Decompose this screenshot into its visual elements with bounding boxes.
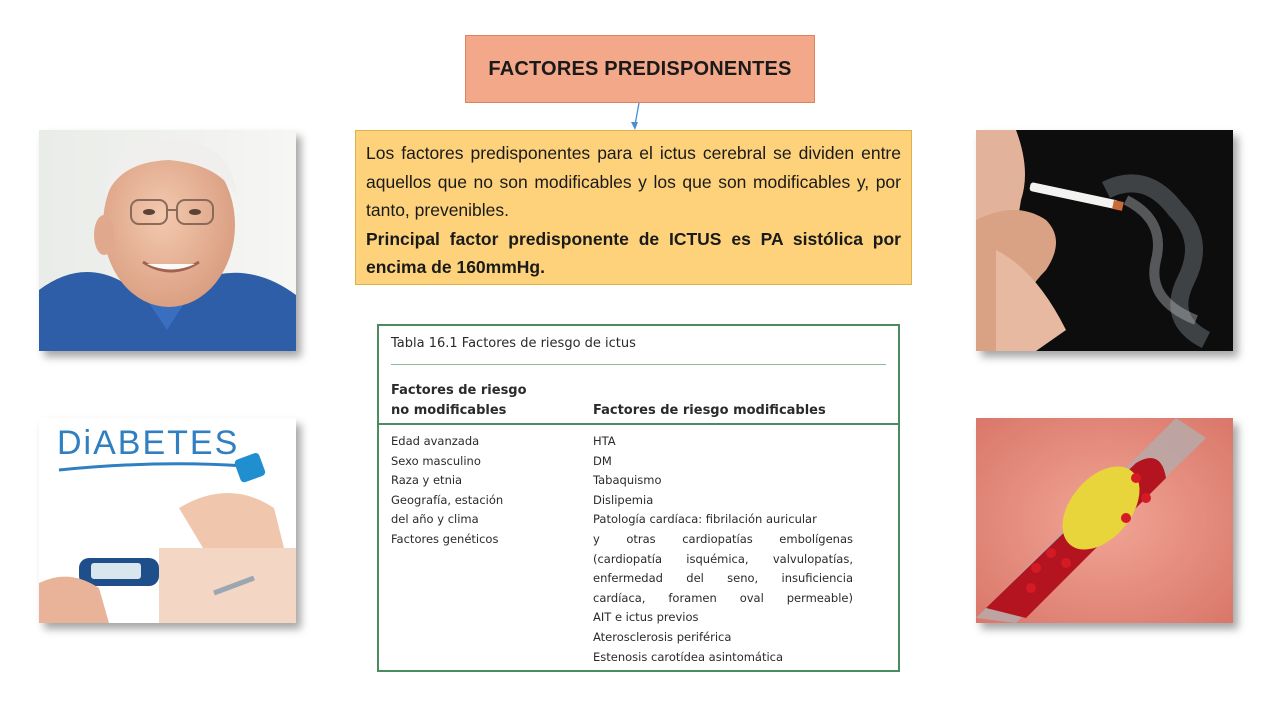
description-text: Los factores predisponentes para el ictus cerebral se dividen entre aquellos que no son modificables y los que son modificables y, por tanto, prevenibles. bbox=[366, 143, 901, 220]
list-item: Dislipemia bbox=[593, 492, 654, 507]
diabetes-text: DiABETES bbox=[57, 424, 240, 462]
table-header-modifiable: Factores de riesgo modificables bbox=[593, 403, 826, 418]
slide-title-box bbox=[465, 35, 815, 103]
list-item: cardíaca, foramen oval permeable) bbox=[593, 590, 853, 605]
list-item: Geografía, estación bbox=[391, 492, 504, 507]
header-line: Factores de riesgo bbox=[391, 383, 527, 398]
list-item: enfermedad del seno, insuficiencia bbox=[593, 571, 853, 586]
list-item: Estenosis carotídea asintomática bbox=[593, 649, 784, 664]
connector-arrow-icon bbox=[625, 103, 645, 131]
risk-factors-table bbox=[377, 324, 900, 672]
list-item: AIT e ictus previos bbox=[593, 610, 699, 625]
table-header-divider bbox=[379, 423, 898, 425]
list-item: Factores genéticos bbox=[391, 531, 499, 546]
table-divider bbox=[391, 364, 886, 365]
list-item: HTA bbox=[593, 434, 616, 448]
list-item: Raza y etnia bbox=[391, 473, 463, 488]
table-header-non-modifiable bbox=[391, 381, 527, 421]
list-item: Patología cardíaca: fibrilación auricular bbox=[593, 512, 817, 527]
elderly-man-image bbox=[39, 130, 296, 351]
header-line: no modificables bbox=[391, 403, 507, 418]
list-item: Aterosclerosis periférica bbox=[593, 629, 732, 644]
non-modifiable-list bbox=[391, 432, 503, 550]
cigarette-image bbox=[976, 130, 1233, 351]
modifiable-list bbox=[593, 432, 853, 667]
list-item: Sexo masculino bbox=[391, 453, 481, 468]
slide-title: FACTORES PREDISPONENTES bbox=[488, 57, 792, 80]
list-item: del año y clima bbox=[391, 512, 479, 527]
highlight-text: Principal factor predisponente de ICTUS es PA sistólica por encima de 160mmHg. bbox=[366, 228, 901, 277]
list-item: y otras cardiopatías embolígenas bbox=[593, 531, 853, 546]
table-title: Tabla 16.1 Factores de riesgo de ictus bbox=[391, 336, 636, 351]
list-item: (cardiopatía isquémica, valvulopatías, bbox=[593, 551, 853, 566]
list-item: DM bbox=[593, 453, 612, 468]
description-box bbox=[355, 130, 912, 285]
diabetes-image bbox=[39, 418, 296, 623]
list-item: Tabaquismo bbox=[593, 473, 662, 488]
list-item: Edad avanzada bbox=[391, 434, 480, 448]
artery-plaque-image bbox=[976, 418, 1233, 623]
